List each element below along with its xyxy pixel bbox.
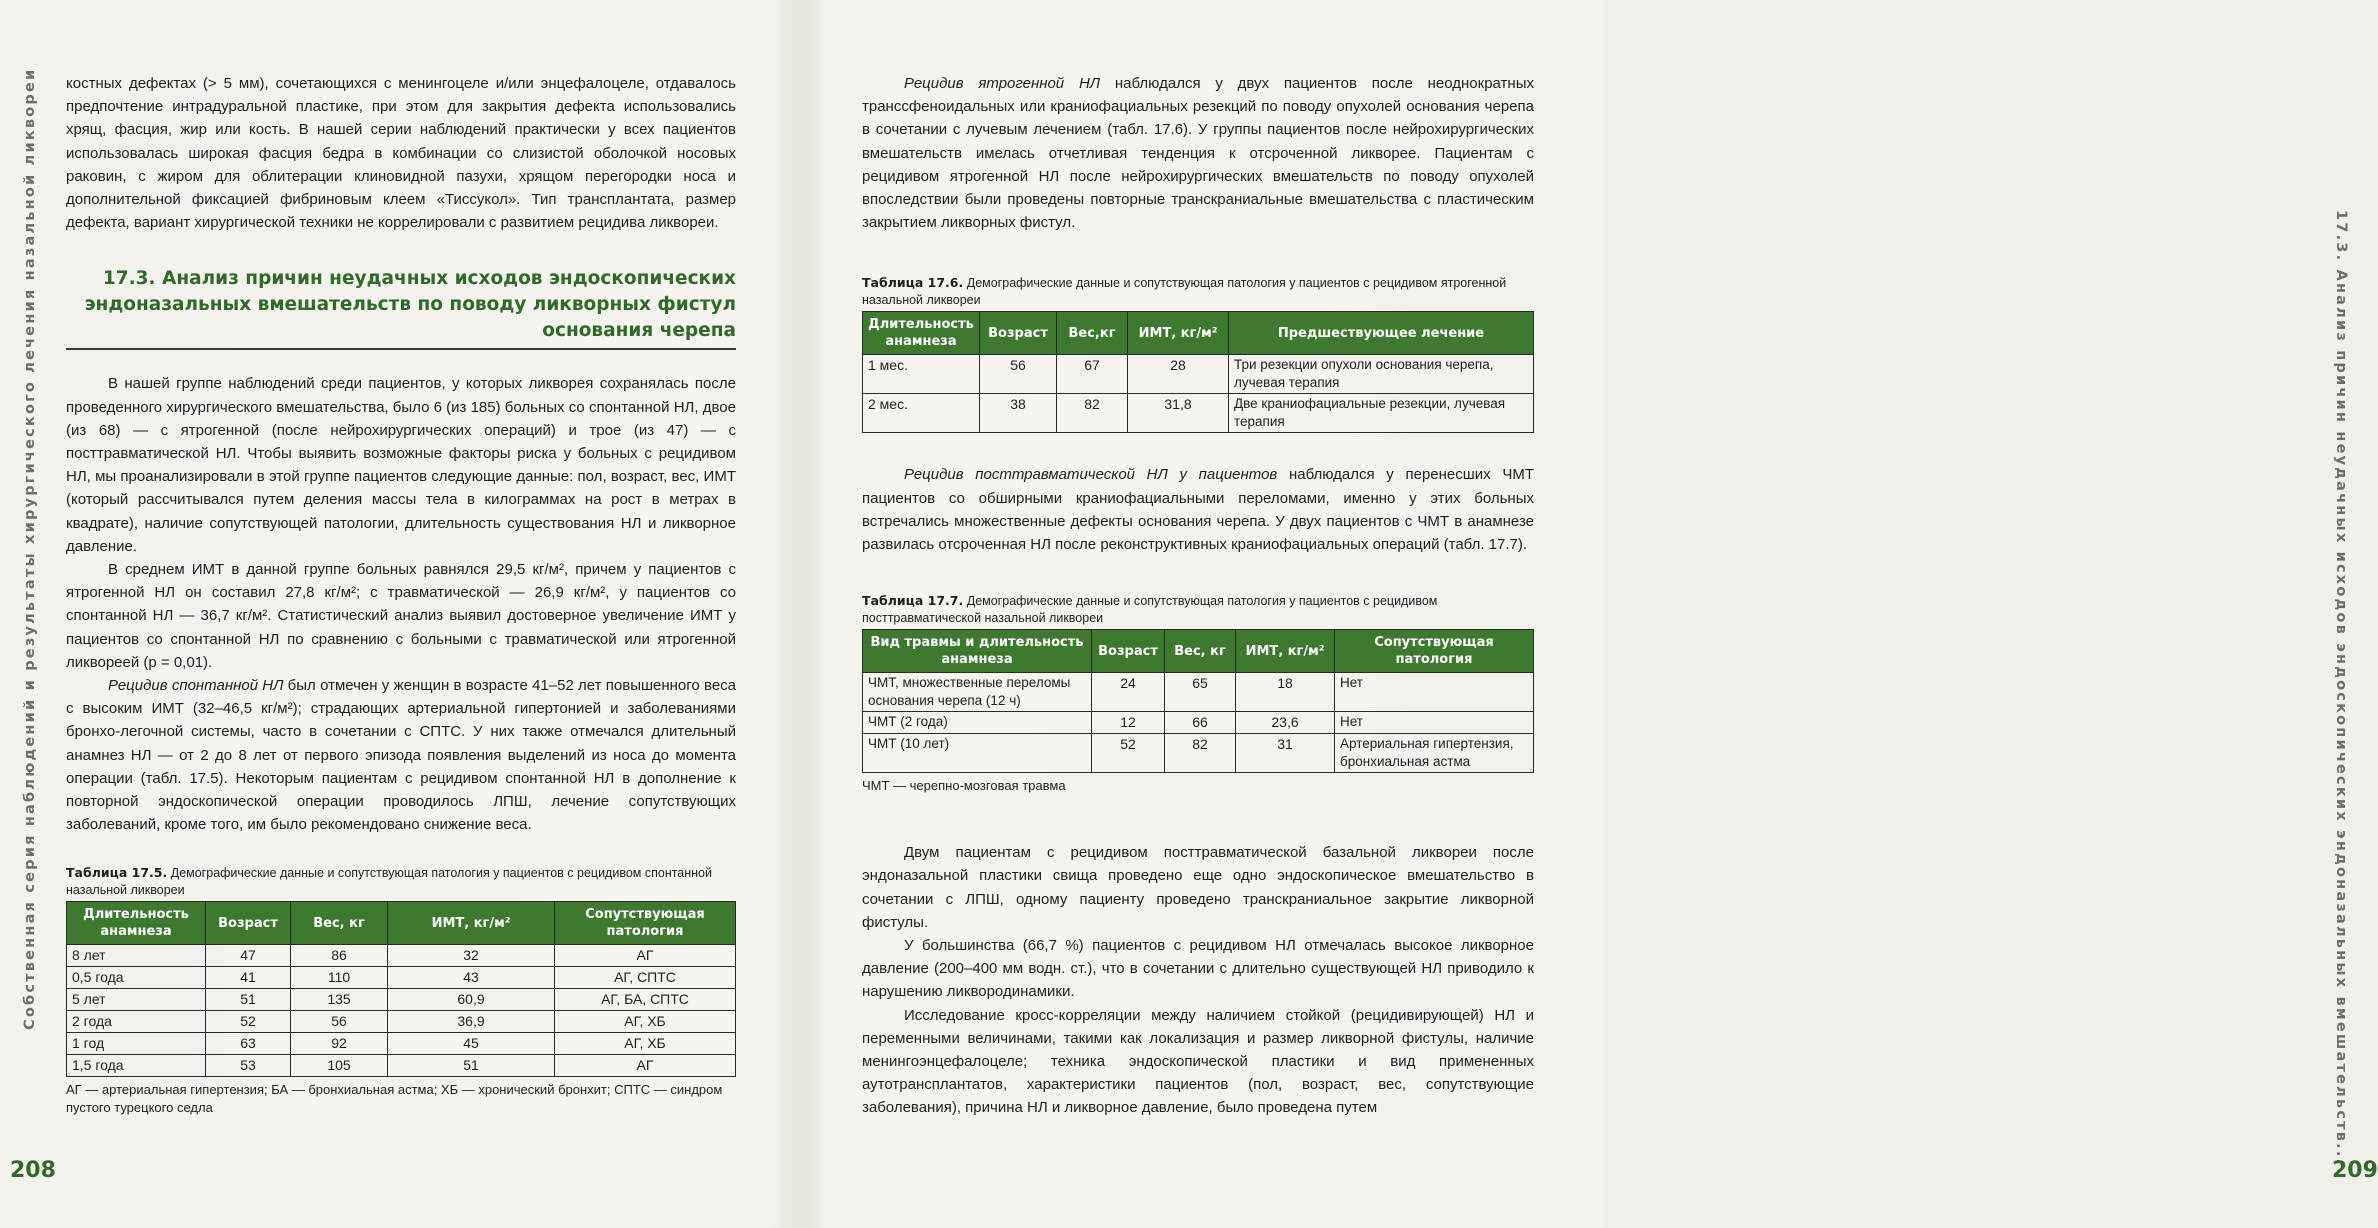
table-cell: 63 bbox=[206, 1033, 291, 1055]
paragraph-r2 bbox=[862, 463, 1534, 556]
table-cell: 56 bbox=[291, 1011, 388, 1033]
table-header-row bbox=[863, 312, 1534, 355]
spacer bbox=[862, 433, 1534, 463]
paragraph-r1 bbox=[862, 72, 1534, 234]
table-cell: 82 bbox=[1057, 394, 1128, 433]
table-cell: 2 года bbox=[67, 1011, 206, 1033]
table-cell: 67 bbox=[1057, 355, 1128, 394]
table-header-cell: Возраст bbox=[1092, 630, 1165, 673]
table-17-7-footnote: ЧМТ — черепно-мозговая травма bbox=[862, 778, 1066, 794]
table-cell: 23,6 bbox=[1236, 712, 1335, 734]
paragraph-r4: У большинства (66,7 %) пациентов с рецидивом НЛ отмечалась высокое ликворное давление (200–400 мм водн. ст.), что в сочетании с длительно существующей НЛ приводило к нарушению ликвородинамики. bbox=[862, 937, 1534, 1001]
table-cell: 86 bbox=[291, 945, 388, 967]
paragraph-r5: Исследование кросс-корреляции между наличием стойкой (рецидивирующей) НЛ и переменными величинами, такими как локализация и размер ликворной фистулы, наличие менингоэнцефалоцеле; техника эндоскопической пластики и вид примененных аутотрансплантатов, характеристики пациентов (пол, возраст, вес, сопутствующие заболевания), причина НЛ и ликворное давление, было проведена путем bbox=[862, 1006, 1534, 1117]
table-header-cell: ИМТ, кг/м² bbox=[1236, 630, 1335, 673]
table-header-cell: Длительность анамнеза bbox=[67, 902, 206, 945]
paragraph-intro: костных дефектах (> 5 мм), сочетающихся с менингоцеле и/или энцефалоцеле, отдавалось предпочтение интрадуральной пластике, при этом для закрытия дефекта использовались хрящ, фасция, жир или кость. В нашей серии наблюдений практически у всех пациентов использовалась широкая фасция бедра в комбинации со слизистой оболочкой носовых раковин, с жиром для облитерации клиновидной пазухи, хрящом перегородки носа и дополнительной фиксацией фибриновым клеем «Тиссукол». Тип трансплантата, размер дефекта, вариант хирургической техники не коррелировали с развитием рецидива ликвореи. bbox=[66, 75, 736, 232]
right-page-number: 209 bbox=[2332, 1158, 2378, 1183]
table-cell: 41 bbox=[206, 967, 291, 989]
table-cell: ЧМТ (10 лет) bbox=[863, 734, 1092, 773]
table-header-cell: Вес, кг bbox=[1165, 630, 1236, 673]
table-17-6-label: Таблица 17.6. bbox=[862, 275, 964, 291]
table-cell: 5 лет bbox=[67, 989, 206, 1011]
table-cell: 65 bbox=[1165, 673, 1236, 712]
right-text-column bbox=[862, 72, 1534, 1120]
table-cell: 52 bbox=[206, 1011, 291, 1033]
table-cell: 2 мес. bbox=[863, 394, 980, 433]
table-header-cell: Вес,кг bbox=[1057, 312, 1128, 355]
table-17-7-caption-text: Демографические данные и сопутствующая патология у пациентов с рецидивом посттравматической назальной ликвореи bbox=[862, 594, 1438, 626]
table-cell: Две краниофациальные резекции, лучевая терапия bbox=[1229, 394, 1534, 433]
spacer bbox=[862, 795, 1534, 841]
table-cell: 51 bbox=[206, 989, 291, 1011]
table-17-5-caption-text: Демографические данные и сопутствующая патология у пациентов с рецидивом спонтанной назальной ликвореи bbox=[66, 866, 712, 898]
table-cell: 92 bbox=[291, 1033, 388, 1055]
table-header-row bbox=[863, 630, 1534, 673]
paragraph-r3: Двум пациентам с рецидивом посттравматической базальной ликвореи после эндоназальной пластики свища проведено еще одно эндоскопическое вмешательство в сочетании с ЛПШ, одному пациенту проведено транскраниальное закрытие ликворной фистулы. bbox=[862, 844, 1534, 931]
left-running-title: Собственная серия наблюдений и результаты хирургического лечения назальной ликвореи bbox=[22, 67, 38, 1030]
paragraph-r1-emphasis: Рецидив ятрогенной НЛ bbox=[904, 75, 1101, 92]
table-cell: 66 bbox=[1165, 712, 1236, 734]
table-cell: 12 bbox=[1092, 712, 1165, 734]
table-row bbox=[67, 1055, 736, 1077]
table-cell: 1 мес. bbox=[863, 355, 980, 394]
table-header-cell: Вид травмы и длительность анамнеза bbox=[863, 630, 1092, 673]
table-cell: 45 bbox=[388, 1033, 555, 1055]
section-heading bbox=[66, 266, 736, 344]
table-row bbox=[67, 945, 736, 967]
table-header-cell: Возраст bbox=[206, 902, 291, 945]
section-heading-line-1: 17.3. Анализ причин неудачных исходов эндоскопических bbox=[102, 268, 736, 290]
table-cell: 1 год bbox=[67, 1033, 206, 1055]
left-page-number: 208 bbox=[10, 1158, 56, 1183]
table-cell: 82 bbox=[1165, 734, 1236, 773]
paragraph-3-text: был отмечен у женщин в возрасте 41–52 лет повышенного веса с высоким ИМТ (32–46,5 кг/м²); страдающих артериальной гипертонией и заболеваниями бронхо-легочной системы, часто в сочетании с СПТС. У них также отмечался длительный анамнез НЛ — от 2 до 8 лет от первого эпизода появления выделений из носа до момента операции (табл. 17.5). Некоторым пациентам с рецидивом спонтанной НЛ в дополнение к повторной эндоскопической операции проводилось ЛПШ, лечение сопутствующих заболеваний, кроме того, им было рекомендовано снижение веса. bbox=[66, 677, 736, 834]
table-cell: 56 bbox=[980, 355, 1057, 394]
table-cell: 52 bbox=[1092, 734, 1165, 773]
table-header-cell: Длительность анамнеза bbox=[863, 312, 980, 355]
paragraph-1: В нашей группе наблюдений среди пациентов, у которых ликворея сохранялась после проведенного хирургического вмешательства, было 6 (из 185) больных со спонтанной НЛ, двое (из 68) — с ятрогенной (после нейрохирургических операций) и трое (из 47) — с посттравматической НЛ. Чтобы выявить возможные факторы риска у больных с рецидивом НЛ, мы проанализировали в этой группе пациентов следующие данные: пол, возраст, вес, ИМТ (который рассчитывался путем деления массы тела в килограммах на рост в метрах в квадрате), наличие сопутствующей патологии, длительность существования НЛ и ликворное давление. bbox=[66, 375, 736, 555]
section-heading-line-2: эндоназальных вмешательств по поводу ликворных фистул bbox=[84, 294, 736, 316]
table-header-cell: Возраст bbox=[980, 312, 1057, 355]
table-row bbox=[863, 355, 1534, 394]
table-header-cell: ИМТ, кг/м² bbox=[388, 902, 555, 945]
table-cell: 36,9 bbox=[388, 1011, 555, 1033]
table-cell: 1,5 года bbox=[67, 1055, 206, 1077]
table-cell: АГ, ХБ bbox=[555, 1011, 736, 1033]
left-text-column bbox=[66, 72, 736, 1117]
table-header-cell: Сопутствующая патология bbox=[555, 902, 736, 945]
table-cell: АГ, СПТС bbox=[555, 967, 736, 989]
table-cell: Артериальная гипертензия, бронхиальная астма bbox=[1335, 734, 1534, 773]
table-cell: 60,9 bbox=[388, 989, 555, 1011]
section-rule bbox=[66, 348, 736, 350]
paragraph-2: В среднем ИМТ в данной группе больных равнялся 29,5 кг/м², причем у пациентов с ятрогенной НЛ он составил 27,8 кг/м²; с травматической — 26,9 кг/м², у пациентов со спонтанной НЛ — 36,7 кг/м². Статистический анализ выявил достоверное увеличение ИМТ у пациентов со спонтанной НЛ по сравнению с больными с травматической или ятрогенной ликвореей (p = 0,01). bbox=[66, 561, 736, 671]
table-17-5 bbox=[66, 901, 736, 1077]
table-row bbox=[863, 394, 1534, 433]
table-header-row bbox=[67, 902, 736, 945]
table-17-7 bbox=[862, 629, 1534, 773]
table-cell: 38 bbox=[980, 394, 1057, 433]
table-header-cell: Вес, кг bbox=[291, 902, 388, 945]
table-row bbox=[863, 734, 1534, 773]
table-cell: АГ bbox=[555, 945, 736, 967]
table-17-5-footnote: АГ — артериальная гипертензия; БА — бронхиальная астма; ХБ — хронический бронхит; СПТС — синдром пустого турецкого седла bbox=[66, 1082, 723, 1116]
table-cell: ЧМТ (2 года) bbox=[863, 712, 1092, 734]
table-cell: 110 bbox=[291, 967, 388, 989]
table-cell: 31 bbox=[1236, 734, 1335, 773]
table-17-6-caption bbox=[862, 274, 1534, 309]
table-17-5-label: Таблица 17.5. bbox=[66, 865, 168, 881]
table-cell: АГ, БА, СПТС bbox=[555, 989, 736, 1011]
table-cell: Нет bbox=[1335, 712, 1534, 734]
table-header-cell: ИМТ, кг/м² bbox=[1128, 312, 1229, 355]
table-header-cell: Сопутствующая патология bbox=[1335, 630, 1534, 673]
table-cell: 0,5 года bbox=[67, 967, 206, 989]
section-heading-line-3: основания черепа bbox=[542, 320, 736, 342]
left-page bbox=[0, 0, 800, 1228]
table-cell: Три резекции опухоли основания черепа, лучевая терапия bbox=[1229, 355, 1534, 394]
table-cell: 31,8 bbox=[1128, 394, 1229, 433]
table-cell: 135 bbox=[291, 989, 388, 1011]
table-cell: 105 bbox=[291, 1055, 388, 1077]
table-cell: АГ bbox=[555, 1055, 736, 1077]
table-row bbox=[863, 712, 1534, 734]
table-cell: АГ, ХБ bbox=[555, 1033, 736, 1055]
table-header-cell: Предшествующее лечение bbox=[1229, 312, 1534, 355]
table-row bbox=[67, 1011, 736, 1033]
paragraph-3-emphasis: Рецидив спонтанной НЛ bbox=[108, 677, 284, 695]
table-cell: 8 лет bbox=[67, 945, 206, 967]
table-row bbox=[67, 1033, 736, 1055]
right-running-title: 17.3. Анализ причин неудачных исходов эндоскопических эндоназальных вмешательств... bbox=[2333, 210, 2349, 1167]
paragraph-3 bbox=[66, 674, 736, 836]
table-17-6 bbox=[862, 311, 1534, 433]
table-cell: 43 bbox=[388, 967, 555, 989]
table-17-5-caption bbox=[66, 864, 736, 899]
paragraph-r2-emphasis: Рецидив посттравматической НЛ у пациентов bbox=[904, 466, 1278, 484]
table-cell: 24 bbox=[1092, 673, 1165, 712]
table-row bbox=[67, 967, 736, 989]
table-17-6-caption-text: Демографические данные и сопутствующая патология у пациентов с рецидивом ятрогенной назальной ликвореи bbox=[862, 276, 1507, 308]
paragraph-r1-text: наблюдался у двух пациентов после неоднократных транссфеноидальных или краниофациальных резекций по поводу опухолей основания черепа в сочетании с лучевым лечением (табл. 17.6). У группы пациентов после нейрохирургических вмешательств имелась отчетливая тенденция к отсроченной ликворее. Пациентам с рецидивом ятрогенной НЛ после нейрохирургических вмешательств по поводу опухолей впоследствии были проведены повторные транскраниальные вмешательства с пластическим закрытием ликворных фистул. bbox=[862, 75, 1534, 232]
table-row bbox=[67, 989, 736, 1011]
table-cell: 32 bbox=[388, 945, 555, 967]
table-row bbox=[863, 673, 1534, 712]
table-cell: 53 bbox=[206, 1055, 291, 1077]
table-cell: 28 bbox=[1128, 355, 1229, 394]
table-cell: Нет bbox=[1335, 673, 1534, 712]
table-17-7-caption bbox=[862, 592, 1534, 627]
table-cell: 47 bbox=[206, 945, 291, 967]
table-cell: 51 bbox=[388, 1055, 555, 1077]
table-cell: 18 bbox=[1236, 673, 1335, 712]
paragraph-r2-text: наблюдался у перенесших ЧМТ пациентов со обширными краниофациальными переломами, именно у этих больных встречались множественные дефекты основания черепа. У двух пациентов с ЧМТ в анамнезе развилась отсроченная НЛ после реконструктивных краниофациальных операций (табл. 17.7). bbox=[862, 466, 1534, 554]
table-cell: ЧМТ, множественные переломы основания черепа (12 ч) bbox=[863, 673, 1092, 712]
table-17-7-label: Таблица 17.7. bbox=[862, 593, 964, 609]
